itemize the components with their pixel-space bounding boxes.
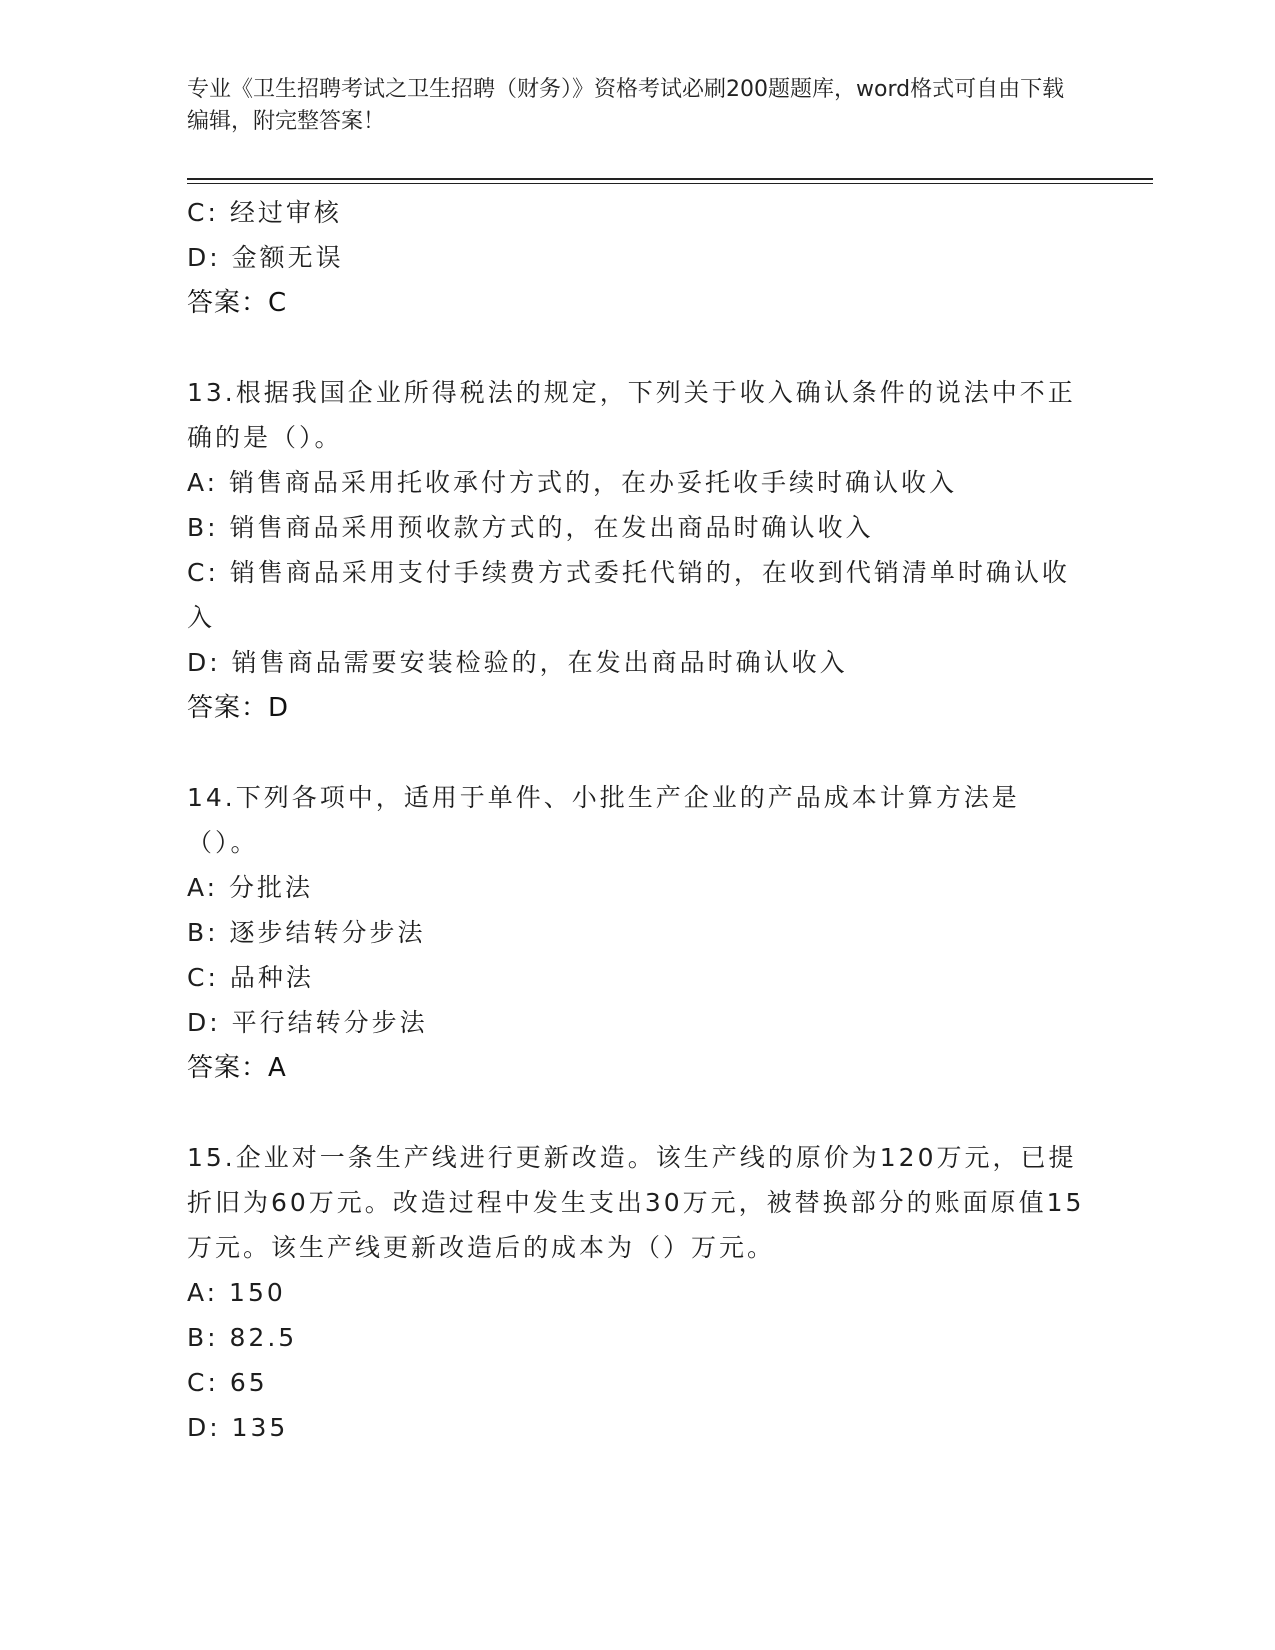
question-14 <box>187 775 1087 1091</box>
question-stem: 13.根据我国企业所得税法的规定，下列关于收入确认条件的说法中不正确的是（）。 <box>187 378 1076 452</box>
answer-line: 答案：C <box>187 288 288 318</box>
option-d: D: 金额无误 <box>187 243 344 272</box>
option-a: A: 150 <box>187 1278 286 1307</box>
option-d: D: 销售商品需要安装检验的，在发出商品时确认收入 <box>187 648 848 677</box>
page-header <box>187 74 1067 138</box>
header-divider <box>187 178 1153 180</box>
question-content <box>187 190 1087 1450</box>
option-d: D: 平行结转分步法 <box>187 1008 428 1037</box>
option-d: D: 135 <box>187 1413 289 1442</box>
document-title: 专业《卫生招聘考试之卫生招聘（财务）》资格考试必刷200题题库，word格式可自由下载编辑，附完整答案！ <box>187 77 1065 134</box>
answer-line: 答案：D <box>187 693 290 723</box>
option-b: B: 销售商品采用预收款方式的，在发出商品时确认收入 <box>187 513 874 542</box>
question-stem: 14.下列各项中，适用于单件、小批生产企业的产品成本计算方法是（）。 <box>187 783 1020 857</box>
option-a: A: 分批法 <box>187 873 314 902</box>
question-12-fragment <box>187 190 1087 326</box>
option-c: C: 经过审核 <box>187 198 342 227</box>
option-c: C: 65 <box>187 1368 268 1397</box>
option-c: C: 销售商品采用支付手续费方式委托代销的，在收到代销清单时确认收入 <box>187 558 1070 632</box>
question-stem: 15.企业对一条生产线进行更新改造。该生产线的原价为120万元，已提折旧为60万元。改造过程中发生支出30万元，被替换部分的账面原值15万元。该生产线更新改造后的成本为（）万元。 <box>187 1143 1085 1262</box>
header-divider-thin <box>187 183 1153 184</box>
question-15 <box>187 1135 1087 1450</box>
option-a: A: 销售商品采用托收承付方式的，在办妥托收手续时确认收入 <box>187 468 958 497</box>
question-13 <box>187 370 1087 731</box>
answer-line: 答案：A <box>187 1053 287 1083</box>
option-b: B: 82.5 <box>187 1323 298 1352</box>
option-c: C: 品种法 <box>187 963 314 992</box>
option-b: B: 逐步结转分步法 <box>187 918 426 947</box>
